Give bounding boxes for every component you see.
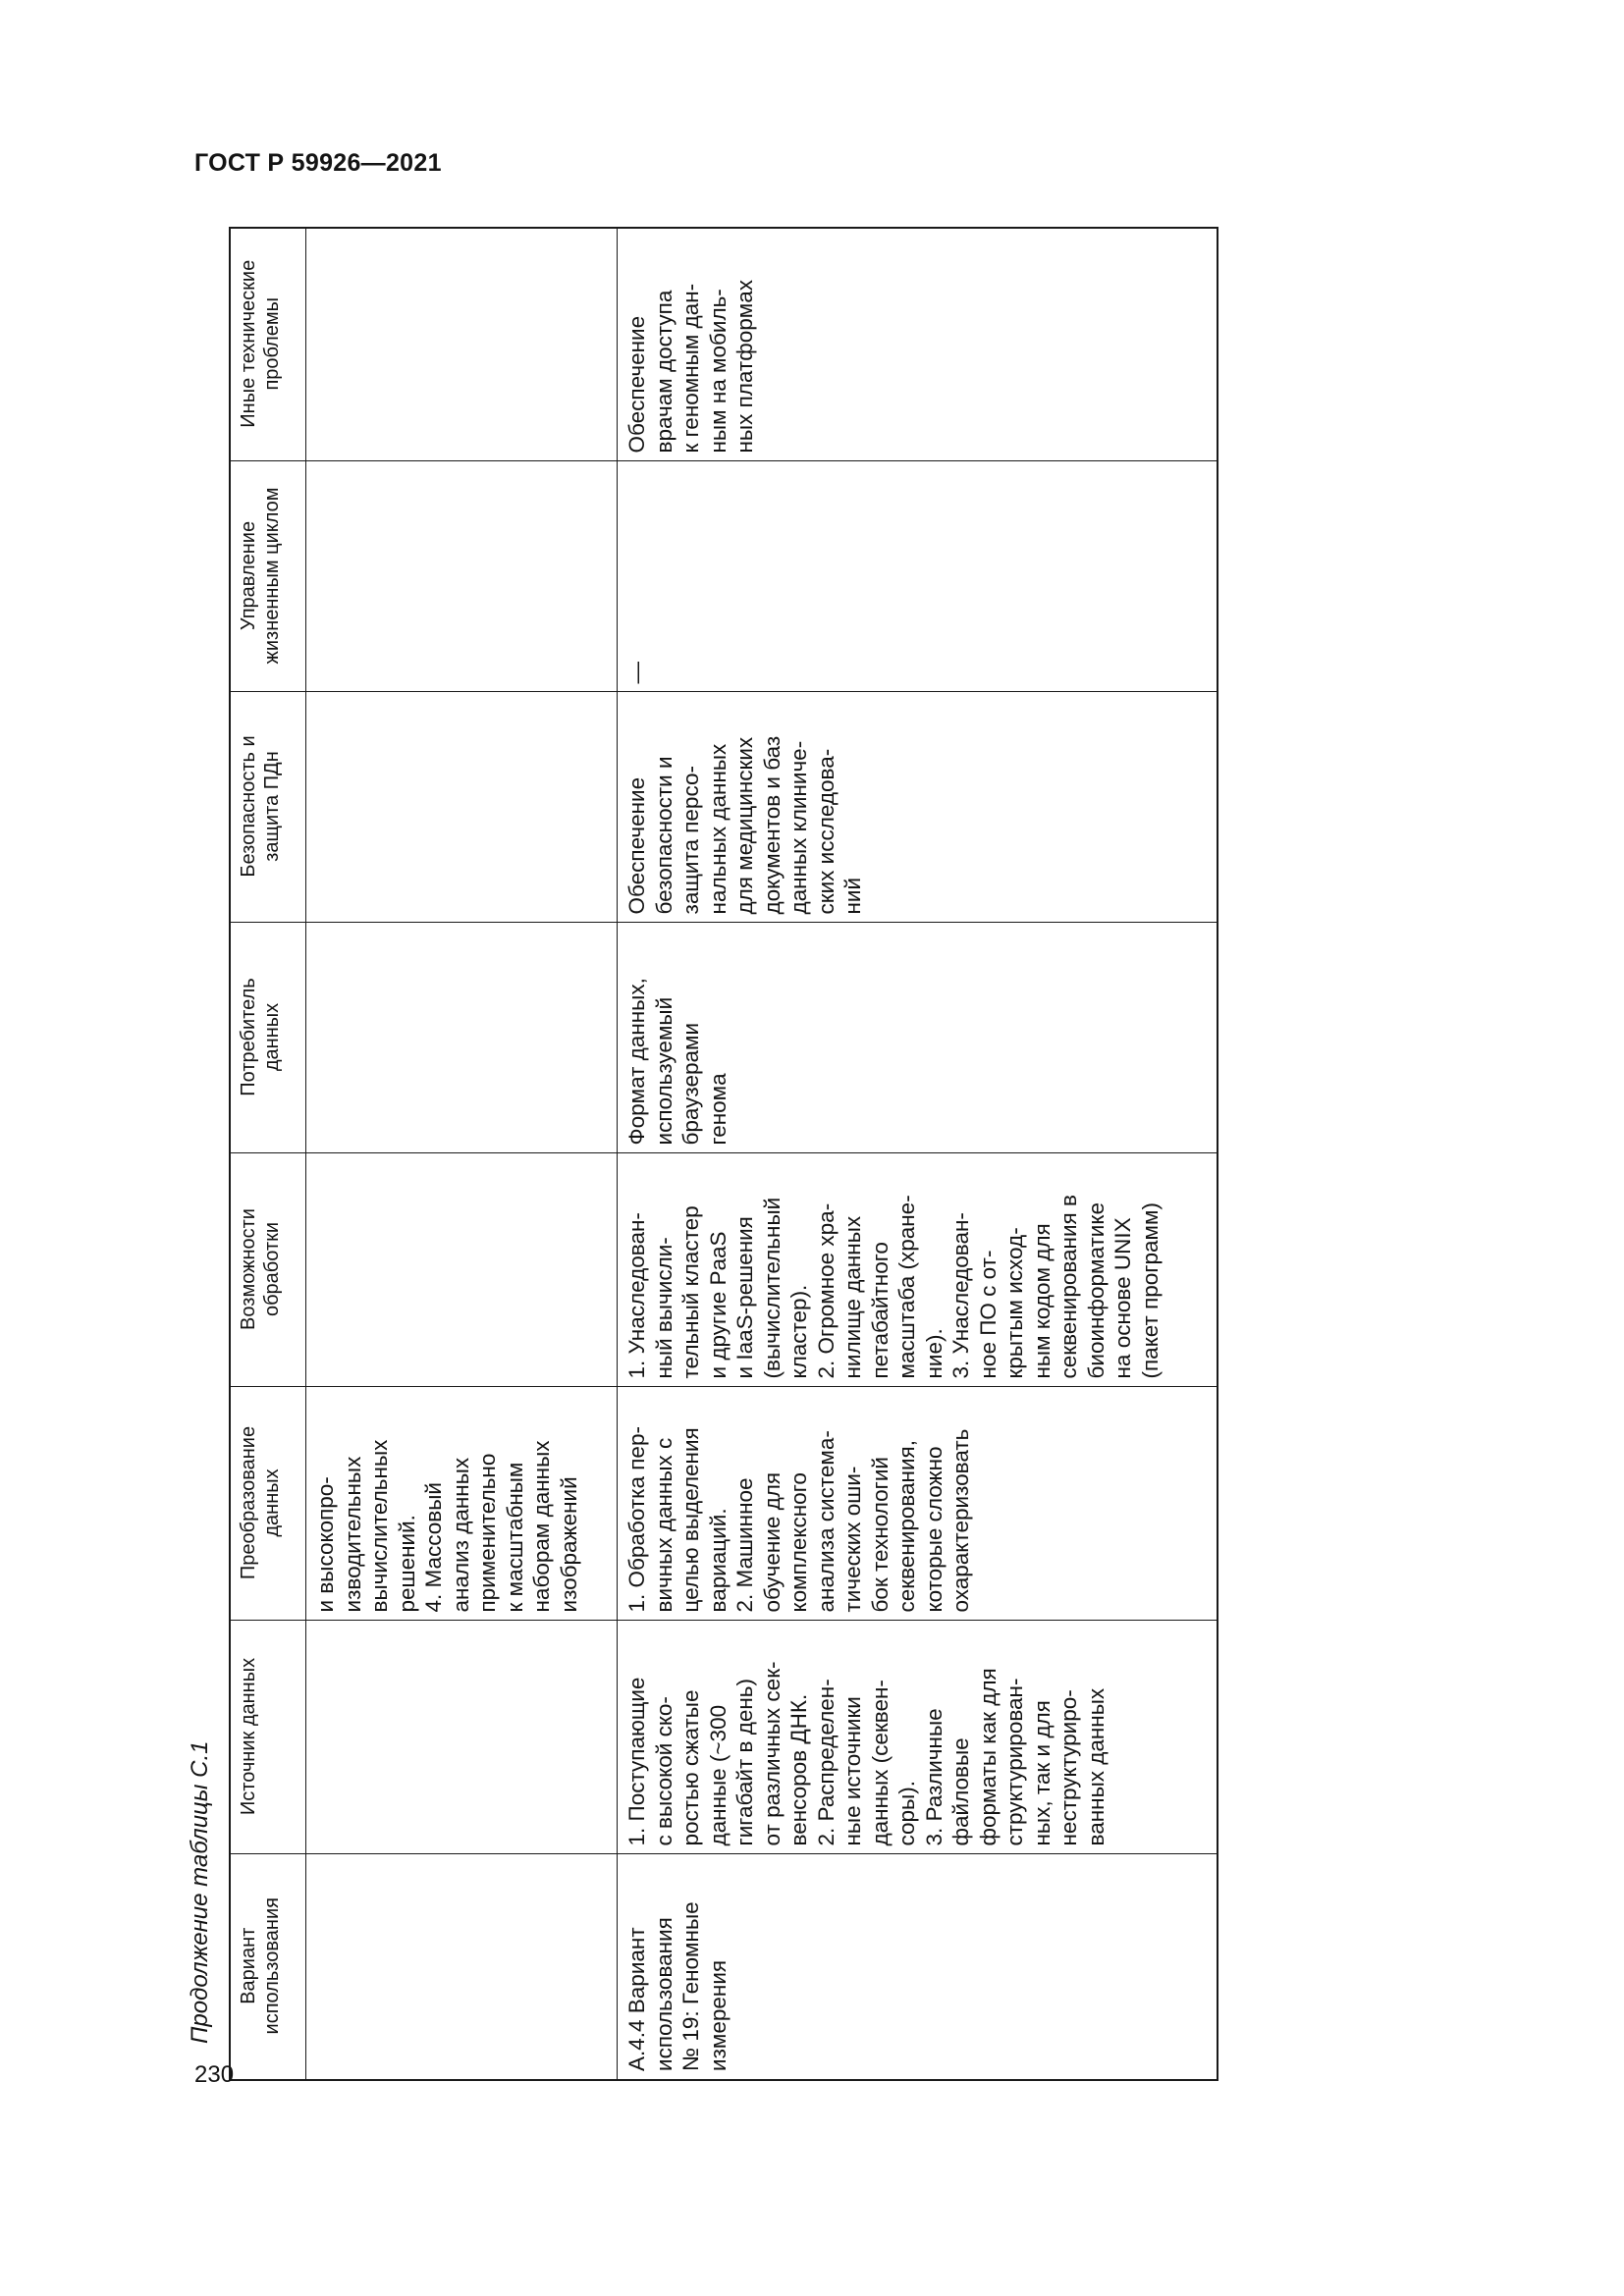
header-data-consumer: Потребитель данных <box>230 923 306 1153</box>
cell-use-case <box>306 1854 618 2080</box>
header-processing-capabilities: Возможности обработки <box>230 1153 306 1387</box>
document-code: ГОСТ Р 59926—2021 <box>194 149 442 177</box>
table-continuation-caption: Продолжение таблицы С.1 <box>187 1740 213 2044</box>
page-number: 230 <box>194 2061 235 2088</box>
table-row <box>618 228 1218 2080</box>
cell-lifecycle-management <box>306 461 618 692</box>
cell-data-source: 1. Поступающие с высокой ско- ростью сжатые данные (~300 гигабайт в день) от различных сек- венсоров ДНК. 2. Распределен- ные источники данных (секвен- соры). 3. Различные файловые форматы как для структурирован- ных, так и для неструктуриро- ванных данных <box>618 1621 1218 1854</box>
header-use-case: Вариант использования <box>230 1854 306 2080</box>
header-security-privacy: Безопасность и защита ПДн <box>230 692 306 923</box>
cell-processing-capabilities <box>306 1153 618 1387</box>
cell-security-privacy <box>306 692 618 923</box>
cell-data-consumer <box>306 923 618 1153</box>
cell-data-consumer: Формат данных, используемый браузерами генома <box>618 923 1218 1153</box>
table-header-row <box>230 228 306 2080</box>
cell-data-source <box>306 1621 618 1854</box>
header-other-technical-issues: Иные технические проблемы <box>230 228 306 461</box>
cell-security-privacy: Обеспечение безопасности и защита персо- нальных данных для медицинских документов и баз данных клиниче- ских исследова- ний <box>618 692 1218 923</box>
cell-use-case: А.4.4 Вариант использования № 19: Геномные измерения <box>618 1854 1218 2080</box>
requirements-table <box>229 227 1218 2081</box>
cell-processing-capabilities: 1. Унаследован- ный вычисли- тельный кластер и другие PaaS и IaaS-решения (вычислительный кластер). 2. Огромное хра- нилище данных петабайтного масштаба (хране- ние). 3. Унаследован- ное ПО с от- крытым исход- ным кодом для секвенирования в биоинформатике на основе UNIX (пакет программ) <box>618 1153 1218 1387</box>
cell-data-transformation: и высокопро- изводительных вычислительных решений. 4. Массовый анализ данных применительно к масштабным наборам данных изображений <box>306 1387 618 1621</box>
header-lifecycle-management: Управление жизненным циклом <box>230 461 306 692</box>
cell-data-transformation: 1. Обработка пер- вичных данных с целью выделения вариаций. 2. Машинное обучение для комплексного анализа системa- тических оши- бок технологий секвенирования, которые сложно охарактеризовать <box>618 1387 1218 1621</box>
cell-lifecycle-management: — <box>618 461 1218 692</box>
cell-other-technical-issues: Обеспечение врачам доступа к геномным дан- ным на мобиль- ных платформах <box>618 228 1218 461</box>
cell-other-technical-issues <box>306 228 618 461</box>
header-data-transformation: Преобразование данных <box>230 1387 306 1621</box>
header-data-source: Источник данных <box>230 1621 306 1854</box>
table-row <box>306 228 618 2080</box>
